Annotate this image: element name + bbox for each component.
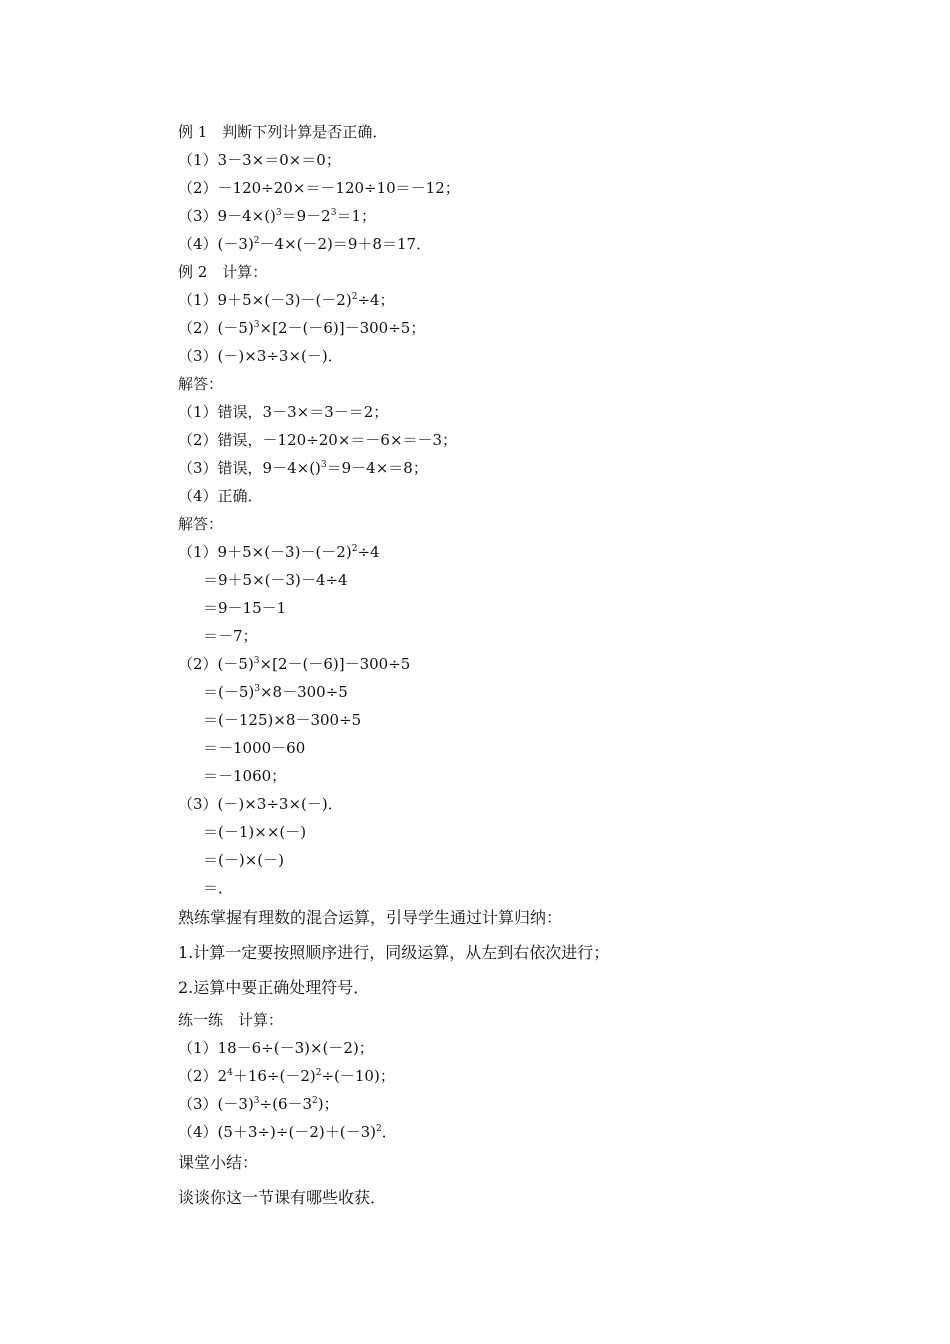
example-1-item-1: （1）3－3×＝0×＝0； — [178, 151, 341, 169]
answer-1-item-4: （4）正确． — [178, 487, 263, 505]
example-1-item-2: （2）－120÷20×＝－120÷10＝－12； — [178, 179, 460, 197]
answer-1-heading: 解答： — [178, 375, 224, 393]
answer-2-p3-line-2: ＝(－1)××(－) — [203, 823, 307, 841]
answer-2-p2-line-4: ＝－1000－60 — [203, 739, 306, 757]
closing-text: 谈谈你这一节课有哪些收获． — [178, 1188, 387, 1207]
practice-item-3: $(3)(-3)^3\div(6-3^2)$； — [178, 1095, 339, 1113]
answer-2-p3-line-3: ＝(－)×(－) — [203, 851, 284, 869]
answer-1-item-2: （2）错误，－120÷20×＝－6×＝－3； — [178, 431, 458, 449]
answer-2-p3-line-1: （3）(－)×3÷3×(－)． — [178, 795, 343, 813]
example-2-item-2: $(2)(-5)^3\times[2-(-6)]-300\div 5$； — [178, 319, 426, 337]
answer-2-p1-line-4: ＝－7； — [203, 627, 258, 645]
example-2-item-1: $(1)9+5\times(-3)-(-2)^2\div 4$； — [178, 291, 395, 309]
example-2-item-3: （3）(－)×3÷3×(－)． — [178, 347, 343, 365]
example-1-item-3: $(3)9-4\times()^3=9-2^3=1$； — [178, 207, 377, 225]
practice-item-2: $(2)2^4+16\div(-2)^2\div(-10)$； — [178, 1067, 395, 1085]
practice-item-4: $(4)(5+3\div)\div(-2)+(-3)^2$． — [178, 1123, 397, 1141]
answer-1-item-1: （1）错误，3－3×＝3－＝2； — [178, 403, 389, 421]
answer-2-p2-line-1: $(2)(-5)^3\times[2-(-6)]-300\div 5$ — [178, 655, 411, 673]
summary-rule-2: 2.运算中要正确处理符号． — [178, 978, 370, 997]
practice-item-1: （1）18－6÷(－3)×(－2)； — [178, 1039, 374, 1057]
example-1-item-4: $(4)(-3)^2-4\times(-2)=9+8=17$． — [178, 235, 432, 253]
answer-2-p2-line-3: ＝(－125)×8－300÷5 — [203, 711, 362, 729]
answer-2-p2-line-5: ＝－1060； — [203, 767, 287, 785]
summary-rule-1: 1.计算一定要按照顺序进行，同级运算，从左到右依次进行； — [178, 943, 610, 962]
practice-heading: 练一练 计算： — [178, 1011, 284, 1029]
answer-2-p2-line-2: $=(-5)^3\times 8-300\div 5$ — [203, 683, 348, 701]
closing-heading: 课堂小结： — [178, 1153, 259, 1172]
example-1-heading: 例 1 判断下列计算是否正确． — [178, 123, 388, 141]
answer-1-item-3: （3）错误，9－4×()$^3$＝9－4×＝8； — [178, 459, 428, 477]
answer-2-heading: 解答： — [178, 515, 224, 533]
example-2-heading: 例 2 计算： — [178, 263, 268, 281]
summary-intro: 熟练掌握有理数的混合运算，引导学生通过计算归纳： — [178, 908, 563, 927]
answer-2-p1-line-3: ＝9－15－1 — [203, 599, 287, 617]
answer-2-p1-line-2: ＝9＋5×(－3)－4÷4 — [203, 571, 348, 589]
answer-2-p1-line-1: $(1)9+5\times(-3)-(-2)^2\div 4$ — [178, 543, 380, 561]
answer-2-p3-line-4: ＝． — [203, 879, 234, 897]
